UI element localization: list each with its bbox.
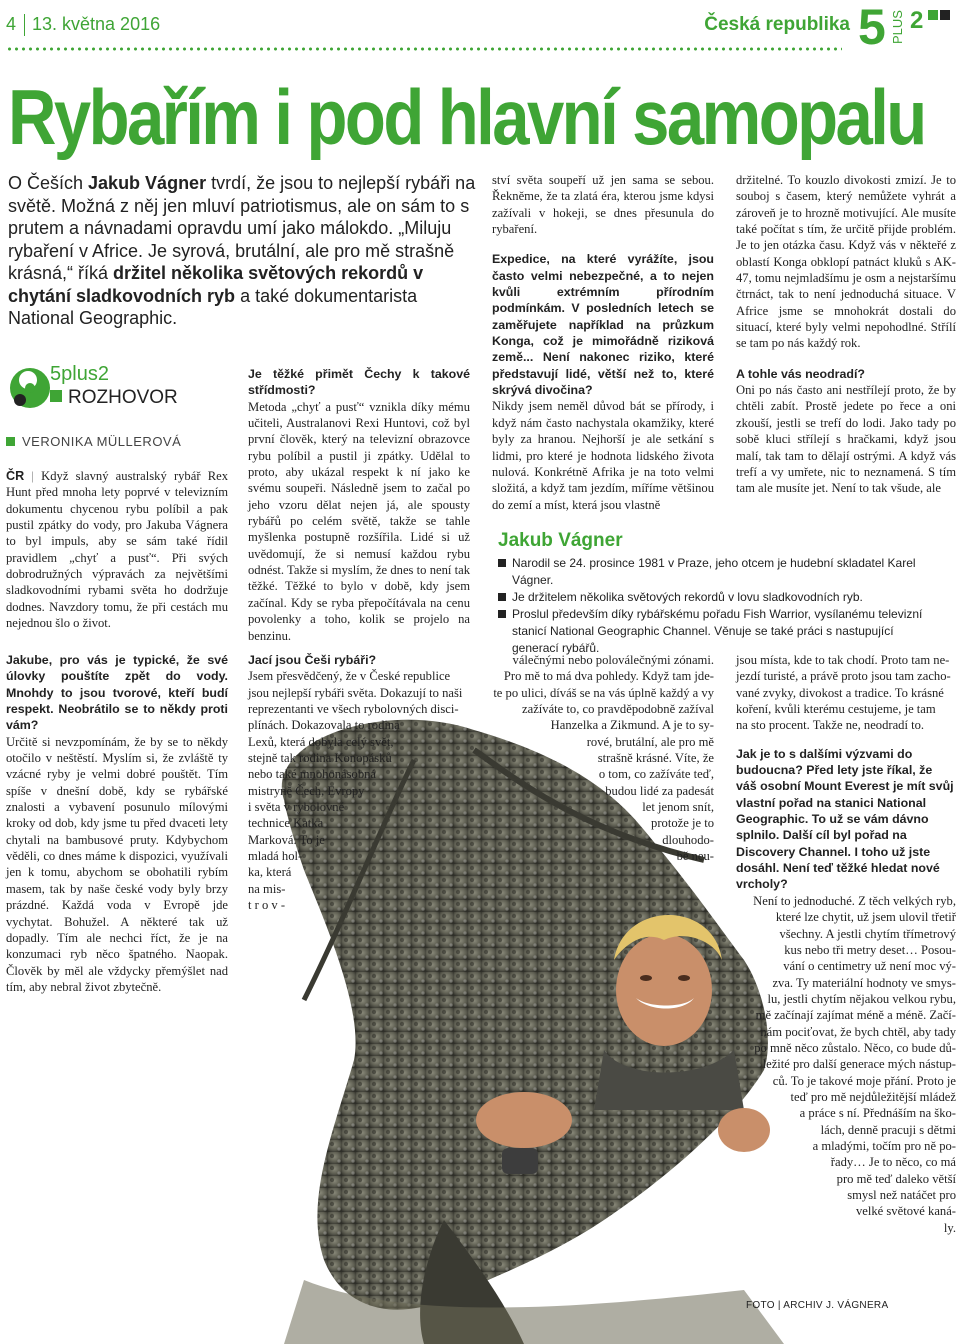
text-line: technice Katka [248, 816, 324, 831]
answer: držitelné. To kouzlo divokosti zmizí. Je to souboj s časem, který nemůžete vyhrát a zároveň je to hrozně motivující. Ale musíte také počítat s tím, že určitě přijde problém. Je to jen otázka času. Když vás v někteřé z oblastí Konga obklopí patnáct kluků s AK-47, tomu nejmladšímu je osm a nejstaršímu čtrnáct, tak to není jednoduchá situace. V Africe jsme se mnohokrát dostali do situací, které byly velmi nepohodlné. Střílí se tam po nás každý rok. [736, 173, 956, 351]
text-line: lu, jestli chytím nějakou velkou rybu, [767, 991, 956, 1006]
qa-block-4a [736, 172, 956, 497]
text-line: let jenom snít, [642, 800, 714, 815]
text-line: lách, denně pracuji s dětmi [820, 1122, 956, 1137]
text-line: a práce s ní. Přednáším na ško- [799, 1106, 956, 1121]
text-line: pro mě teď daleko větší [836, 1171, 956, 1186]
text-line: jezdí turisté, a právě proto jsou tam zacho- [736, 669, 951, 684]
text-line: všechny. A jestli chytím třímetrový [779, 926, 956, 941]
text-line: vání o centimetry už není moc vý- [783, 959, 956, 974]
logo-plus: PLUS [890, 10, 905, 44]
text-line: dlouhodo- [662, 832, 714, 847]
text-line: kus nebo tři metry deset… Posou- [784, 942, 956, 957]
intro-text: ČR | Když slavný australský rybář Rex Hunt před mnoha lety poprvé v televizním dokumentu chycenou rybu políbil a pak pustil zpátky do vody, pro Jakuba Vágnera to byl impuls, aby se sám také řídil pravidlem „chyť a pusť“. Při svých dobrodružných výpravách za největšími sladkovodními rybami světa ho dodržuje dodnes. Navzdory tomu, že při cestách mu nejednou šlo o život. [6, 469, 228, 631]
text-line: Jsem přesvědčený, že v České republice [248, 669, 451, 684]
text-line: te po ulici, díváš se na vás úplně každý a vy [493, 685, 714, 700]
text-line: zažíváte to, co pravděpodobně zažíval [522, 702, 714, 717]
watch [502, 1148, 538, 1174]
text-line: ly. [943, 1220, 956, 1235]
text-line: ců. To je takové moje přání. Proto je [772, 1073, 956, 1088]
text-line: smysl než natáčet pro [847, 1188, 956, 1202]
text-line: nám pociťovat, že bych chtěl, aby tady [760, 1024, 956, 1039]
page-number: 4 [6, 14, 17, 34]
text-line: protože je to [651, 816, 714, 831]
bio-name: Jakub Vágner [498, 530, 623, 551]
rozhovor-badge [6, 360, 206, 412]
bio-box [498, 532, 938, 657]
text-line: rové, brutální, ale pro mě [586, 734, 714, 749]
bio-item: Narodil se 24. prosince 1981 v Praze, jeho otcem je hudební skladatel Karel Vágner. [498, 555, 938, 589]
text-line: teď pro mě nejdůležitější mládež [790, 1089, 956, 1104]
lead-name: Jakub Vágner [88, 173, 207, 193]
text-line: o tom, co zažíváte teď, [598, 767, 714, 782]
answer: Metoda „chyť a pusť“ vznikla díky mému učiteli, Australanovi Rexi Huntovi, což byl první člověk, který na televizní obrazovce rybu políbil a pustil ji zpátky. Udělal to proto, aby ukázal respekt k ní jako ke svému soupeři. Následně jsem to začal po jeho vzoru dělat nejen já, ale spousty rybářů po celém světě, takže se tahle myšlenka postupně rozšířila. Lidé si už uvědomují, že si nemusí každou rybu odnést. Takže si myslím, že dnes to není tak těžké. Těžké to bylo v době, kdy jsem začínal. Kdy se ryba přepočítávala na cenu povolenky a toho, kolik se projelo na benzinu. [248, 399, 470, 643]
qa-block-2a [248, 366, 470, 644]
text-line: budou lidé za padesát [605, 783, 714, 798]
text-line: stejně tak rodina Konopásků [248, 751, 392, 766]
question: A tohle vás neodradí? [736, 366, 865, 381]
issue-date: 13. května 2016 [32, 14, 161, 34]
answer: Nikdy jsem neměl důvod bát se přírody, i když nám často nachystala okamžiky, které byly za hranou. Nejhorší je ale setkání s lidmi, pro které je hodnota lidského života nulová. Konkrétně Afrika je na toto velmi složitá, a když tam jezdím, míříme většinou do zemí a míst, která jsou vlastně [492, 399, 714, 512]
logo-five: 5 [858, 4, 886, 48]
text-line: Hanzelka a Zikmund. A je to sy- [550, 718, 714, 733]
text-line: mladá hol- [248, 849, 303, 864]
qa-block-4b [736, 652, 956, 1236]
text-line: plínách. Dokazovala to rodina [248, 718, 400, 733]
text-line: a mladými, točím pro ně po- [812, 1138, 956, 1153]
question: Jak je to s dalšími výzvami do budoucna? Před lety jste říkal, že váš osobní Mount Everest je mít svůj vlastní pořad na stanici National Geographic. To už se vám dávno splnilo. Další cíl byl pořad na Discovery Channel. I toho už jste dosáhl. Není teď těžké hledat nové vrcholy? [736, 746, 954, 892]
intro-tag: ČR [6, 469, 25, 483]
qa-block-2b [248, 652, 470, 914]
answer-lines [736, 652, 956, 734]
text-line: nebo také mnohonásobná [248, 767, 377, 782]
question: Jakube, pro vás je typické, že své úlovky pouštíte zpět do vody. Mnohdy to jsou tvorové, kteří budí respekt. Neobrátilo se to někdy proti vám? [6, 653, 228, 733]
answer-lines [248, 668, 470, 913]
photo-credit: FOTO | ARCHIV J. VÁGNERA [746, 1300, 889, 1311]
answer: Oni po nás často ani nestřílejí proto, že by chtěli zabít. Prostě jedete po řece a oni zkouší, jestli se trefí do lodi. Jako tady po sobě kluci střílejí s hračkami, když jsou malí, tak tam to dělají ostrými. A když vás trefí a vy umřete, nic to neznamená. S tím tam ale musíte jet. Není to tak všude, ale [736, 383, 956, 496]
text-line: válečnými nebo poloválečnými zónami. [512, 653, 714, 667]
lead-paragraph: O Češích Jakub Vágner tvrdí, že jsou to nejlepší rybáři na světě. Možná z něj jen mluví patriotismus, ale on sám to s prutem a návnadami opravdu umí jako málokdo. „Miluju rybaření v Africe. Je syrová, brutální, ale pro mě strašně krásná,“ říká držitel několika světových rekordů v chytání sladkovodních ryb a také dokumentarista National Geographic. [8, 173, 476, 328]
text-line: jsou nejlepší rybáři světa. Dokazují to naši [248, 685, 463, 700]
qa-block-1b [6, 652, 228, 995]
text-line: reprezentanti ve všech rybolovných disci- [248, 702, 459, 717]
bio-item: Proslul především díky rybářskému pořadu Fish Warrior, vysílanému televizní stanicí National Geographic Channel. Věnuje se také práci s nastupující generací rybářů. [498, 606, 938, 657]
text-line: t r o v - [248, 898, 286, 913]
text-line: na sto procent. Takže ne, neodradí to. [736, 718, 925, 733]
section-title: Česká republika [704, 14, 850, 35]
question: Jací jsou Češi rybáři? [248, 653, 377, 667]
text-line: mistryně Čech, Evropy [248, 783, 365, 798]
text-line: ležité pro další generace mých nástup- [762, 1057, 956, 1072]
header-separator [24, 14, 25, 36]
question: Expedice, na které vyrážíte, jsou často velmi nebezpečné, a to nejen kvůli extrémním přírodním podmínkám. V posledních letech se zaměřujete například na průzkum Konga, což je mimořádně riziková země... Není nakonec riziko, které představují lidé, větší než to, které skrývá divočina? [492, 252, 714, 398]
text-line: strašně krásné. Víte, že [597, 751, 714, 766]
badge-label: ROZHOVOR [68, 387, 178, 408]
qa-block-3b [492, 652, 714, 864]
text-line: které lze chytit, už jsem ulovil třetiř [775, 910, 956, 925]
text-line: Lexů, která dobyla celý svět, [248, 734, 394, 749]
square-bullet-icon [6, 437, 15, 446]
badge-bubbles-icon [10, 368, 50, 408]
badge-brand: 5plus2 [50, 363, 109, 385]
text-line: Pro mě to má dva pohledy. Když tam jde- [503, 669, 714, 684]
text-line: jsou místa, kde to tak chodí. Proto tam ne- [736, 653, 950, 667]
author-byline: VERONIKA MÜLLEROVÁ [6, 434, 181, 449]
headline: Rybařím i pod hlavní samopalu [8, 73, 925, 161]
text-line: Marková. To je [248, 832, 325, 847]
5plus2-logo [858, 4, 954, 48]
hand [476, 1092, 572, 1148]
text-line: vané zvyky, divokost a tradice. To krásné [736, 685, 944, 700]
text-line: Není to jednoduché. Z těch velkých ryb, [753, 893, 956, 908]
answer: Určitě si nevzpomínám, že by se to někdy otočilo v neštěstí. Myslím si, že zvláště ty vzácné ryby je velmi dobré pouštět. Tím spíše v dnešní době, kdy se rybářské znalosti a vybavení posunulo mílovými kroky od dob, kdy jsme tu před dvaceti lety chytali na bambusové pruty. Kdybychom věděli, co dnes máme k dispozici, využívali jen k tomu, abychom se obohatili rybím masem, tak by naše české vody byly brzy prázdné. Každá voda v Evropě jde vychytat. Bohužel. A některé tak už dopadly. Tím ale nechci říct, že je na konzumaci ryb něco špatného. Naopak. Člověk by měl ale vždycky přemýšlet nad tím, aby nebral život zbytečně. [6, 734, 228, 994]
text-line: po mně něco zůstalo. Něco, co bude dů- [754, 1040, 956, 1055]
answer-lines [492, 652, 714, 864]
text-line: bě neu- [676, 849, 714, 864]
question: Je těžké přimět Čechy k takové střídmosti? [248, 367, 470, 398]
bio-item: Je držitelem několika světových rekordů v lovu sladkovodních ryb. [498, 589, 938, 606]
text-line: mě začínají zajímat méně a méně. Začí- [755, 1008, 956, 1023]
text-line: koření, kvůli kterému cestujeme, je tam [736, 702, 936, 717]
text-line: velké světové kaná- [855, 1204, 956, 1219]
text-line: ka, která [248, 865, 292, 880]
answer-lines [736, 893, 956, 1236]
text-line: na mis- [248, 881, 286, 896]
header-dotted-rule [6, 46, 842, 52]
text-line: řady… Je to něco, co má [830, 1155, 956, 1170]
text-line: zva. Ty materiální hodnoty ve smys- [772, 975, 956, 990]
lead-bold: držitel několika světových rekordů v chytání sladkovodních ryb [8, 263, 424, 306]
text-line: i světa v rybolovné [248, 800, 345, 815]
qa-block-3a [492, 172, 714, 513]
logo-two: 2 [910, 7, 924, 34]
answer: ství světa soupeří už jen sama se sebou. Řekněme, že ta zlatá éra, kterou jsme kdysi zažívali v hokeji, se dnes přesunula do rybaření. [492, 173, 714, 237]
